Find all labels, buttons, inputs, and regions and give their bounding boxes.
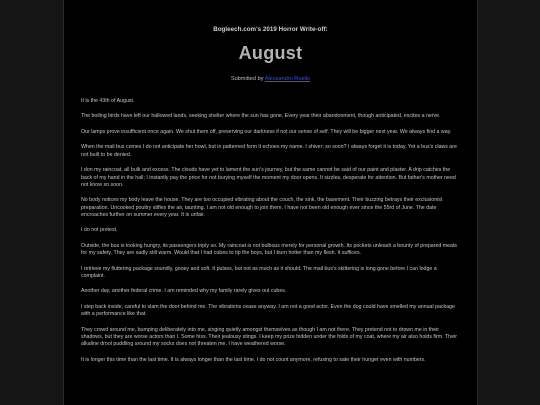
story-paragraph: I do not protest. (81, 227, 118, 234)
submitted-by-label: Submitted by (230, 76, 265, 82)
story-paragraph: It is the 43th of August. (81, 98, 135, 104)
story-paragraph: I step back inside, careful to slam the door behind me. The vibrations cease anyway. I am not a good actor. Even the dog could have smelled my annual package with a performance like that. (81, 303, 455, 318)
author-link[interactable]: Alessandro Ruello (264, 76, 311, 82)
story-paragraph: Another day, another federal crime. I am reminded why my family rarely gives out cubes. (81, 288, 287, 295)
page-column (63, 0, 478, 405)
story-paragraph: Outside, the bus is looking hungry, its passengers triply so. My raincoat is not bulbous merely for personal growth. Its pockets unleash a bounty of prepared meats for my safety. They are sadly still warm. Would that I had cubes to tip the boys, but I burn hotter than my flesh. It suffices. (81, 242, 458, 257)
story-paragraph: I retrieve my fluttering package soundly, gooey and soft. It pulses, but not as much as it should. The mail bus's skittering is long gone before I can lodge a complaint. (81, 265, 437, 279)
story-paragraph: When the mail bus comes I do not anticipate her howl, but in patterned form it echoes my name. I shiver; so soon? I always forget it is today. Yet a bus's claws are not built to be denied. (81, 144, 457, 158)
story-paragraph: The boiling birds have left our hallowed lands, seeking shelter where the sun has gone. Every year their abandonment, though anticipated, excites a nerve. (81, 113, 441, 120)
story-paragraph: Our lamps prove insufficient once again. We shut them off, preserving our darkness if not our sense of self. They will be bigger next year. We always find a way. (81, 128, 452, 135)
story-paragraph: They crowd around me, bumping deliberately into me, singing quietly amongst themselves as though I am not there. They pretend not to drown me in their shadows, but they are worse actors than I. Some hiss. Their jealousy stings. I keep my prize hidden under the folds of my coat, where my air also holds firm. Their alkaline drool puddling around my socks does not threaten me. I have weathered worse. (81, 326, 457, 348)
story-paragraph: It is longer this time than the last time. It is always longer than the last time. I do not count anymore, refusing to sate their hunger even with numbers. (81, 356, 426, 363)
story-title: August (238, 43, 303, 63)
story-body (81, 98, 461, 364)
site-header: Bogleech.com's 2019 Horror Write-off: (213, 26, 328, 33)
story-paragraph: I don my raincoat, all bulk and excess. The clouds have yet to lament the sun's journey, but the same cannot be said of our paint and plaster. A drip catches the back of my hand in the hall; I instantly pay the price for not burying myself the moment my door opens. It sizzles, desperate for attention. But father's mother need not know so soon. (81, 167, 456, 188)
story-paragraph: No body notices my body leave the house. They are too occupied vibrating about the couch, the sink, the basement. Their buzzing betrays their exclusionist preparation. Uncooked poultry stifles the air, taunting. I am not old enough to join them. I have not been old enough ever since the 55rd of June. The date encroaches further on summer every year. It is unfair. (81, 197, 443, 218)
submitted-by-line (64, 76, 477, 82)
